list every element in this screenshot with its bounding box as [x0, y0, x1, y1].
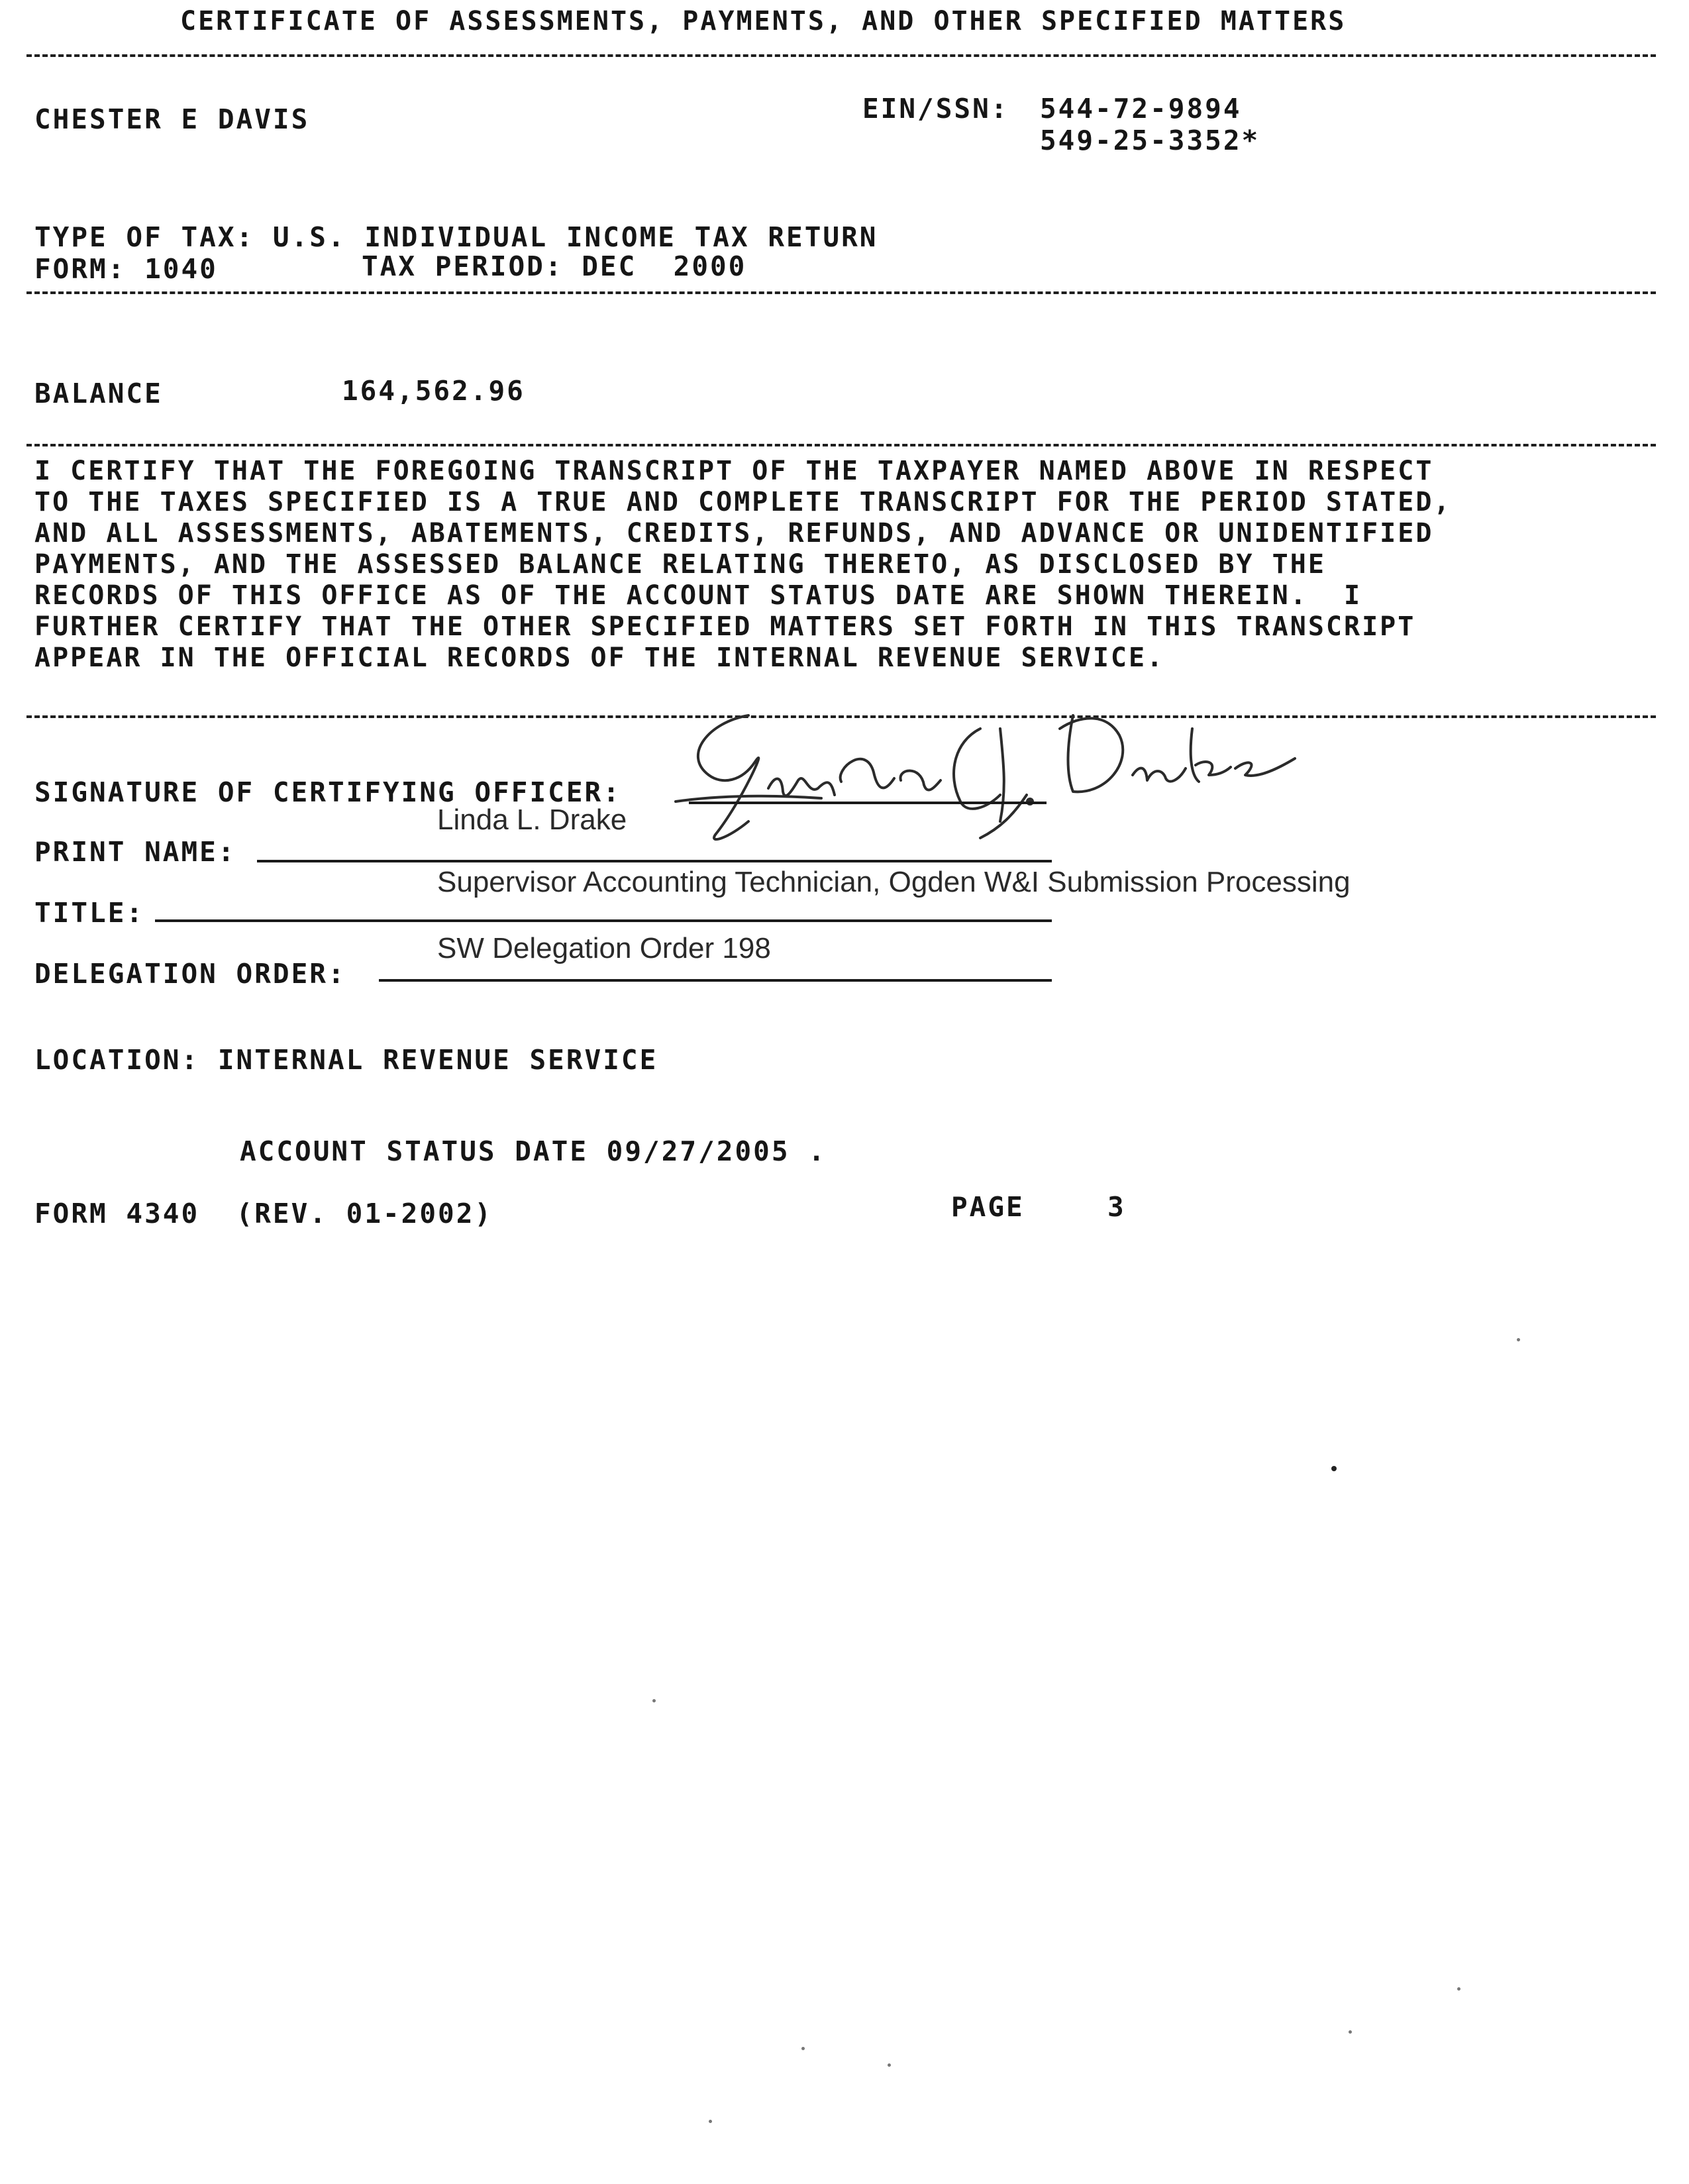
delegation-line	[379, 979, 1052, 982]
print-name-line	[257, 860, 1052, 862]
delegation-value: SW Delegation Order 198	[437, 932, 771, 964]
scan-speck	[1331, 1466, 1337, 1471]
certification-line: I CERTIFY THAT THE FOREGOING TRANSCRIPT OF THE TAXPAYER NAMED ABOVE IN RESPECT	[34, 456, 1434, 486]
divider-tax	[26, 291, 1656, 294]
certification-line: TO THE TAXES SPECIFIED IS A TRUE AND COMPLETE TRANSCRIPT FOR THE PERIOD STATED,	[34, 487, 1452, 517]
certification-statement	[34, 456, 1637, 674]
location: LOCATION: INTERNAL REVENUE SERVICE	[34, 1044, 658, 1076]
scan-speck	[1349, 2030, 1352, 2034]
certification-line: RECORDS OF THIS OFFICE AS OF THE ACCOUNT STATUS DATE ARE SHOWN THEREIN. I	[34, 580, 1362, 611]
handwritten-signature	[669, 702, 1305, 855]
signature-label: SIGNATURE OF CERTIFYING OFFICER:	[34, 776, 621, 808]
page-number: 3	[1107, 1191, 1126, 1223]
ein-ssn-primary: 544-72-9894	[1040, 93, 1242, 125]
type-of-tax: TYPE OF TAX: U.S. INDIVIDUAL INCOME TAX RETURN	[34, 221, 878, 253]
certification-line: APPEAR IN THE OFFICIAL RECORDS OF THE INTERNAL REVENUE SERVICE.	[34, 643, 1165, 673]
certification-line: PAYMENTS, AND THE ASSESSED BALANCE RELATING THERETO, AS DISCLOSED BY THE	[34, 549, 1326, 580]
delegation-label: DELEGATION ORDER:	[34, 958, 346, 990]
form-number: FORM 4340 (REV. 01-2002)	[34, 1198, 493, 1229]
scan-speck	[652, 1699, 656, 1702]
title-line	[155, 919, 1052, 922]
title-value: Supervisor Accounting Technician, Ogden W&I Submission Processing	[437, 866, 1351, 898]
scan-speck	[1457, 1987, 1460, 1991]
title-label: TITLE:	[34, 897, 145, 929]
print-name-value: Linda L. Drake	[437, 804, 627, 836]
divider-top	[26, 54, 1656, 57]
balance-value: 164,562.96	[342, 375, 525, 407]
scan-speck	[1517, 1338, 1520, 1341]
scan-speck	[801, 2047, 805, 2050]
ein-ssn-secondary: 549-25-3352*	[1040, 125, 1260, 156]
page-label: PAGE	[951, 1191, 1025, 1223]
balance-label: BALANCE	[34, 378, 163, 409]
account-status-date: ACCOUNT STATUS DATE 09/27/2005 .	[240, 1135, 827, 1167]
print-name-label: PRINT NAME:	[34, 836, 236, 868]
certification-line: FURTHER CERTIFY THAT THE OTHER SPECIFIED MATTERS SET FORTH IN THIS TRANSCRIPT	[34, 611, 1416, 642]
ein-ssn-label: EIN/SSN:	[862, 93, 1009, 125]
tax-period: TAX PERIOD: DEC 2000	[362, 250, 747, 282]
divider-balance	[26, 444, 1656, 446]
certification-line: AND ALL ASSESSMENTS, ABATEMENTS, CREDITS, REFUNDS, AND ADVANCE OR UNIDENTIFIED	[34, 518, 1434, 548]
signature-line	[689, 802, 1047, 804]
taxpayer-name: CHESTER E DAVIS	[34, 103, 310, 135]
document-title: CERTIFICATE OF ASSESSMENTS, PAYMENTS, AND OTHER SPECIFIED MATTERS	[180, 6, 1347, 36]
scan-speck	[709, 2120, 712, 2123]
scan-speck	[888, 2063, 891, 2067]
form-line: FORM: 1040	[34, 253, 218, 285]
